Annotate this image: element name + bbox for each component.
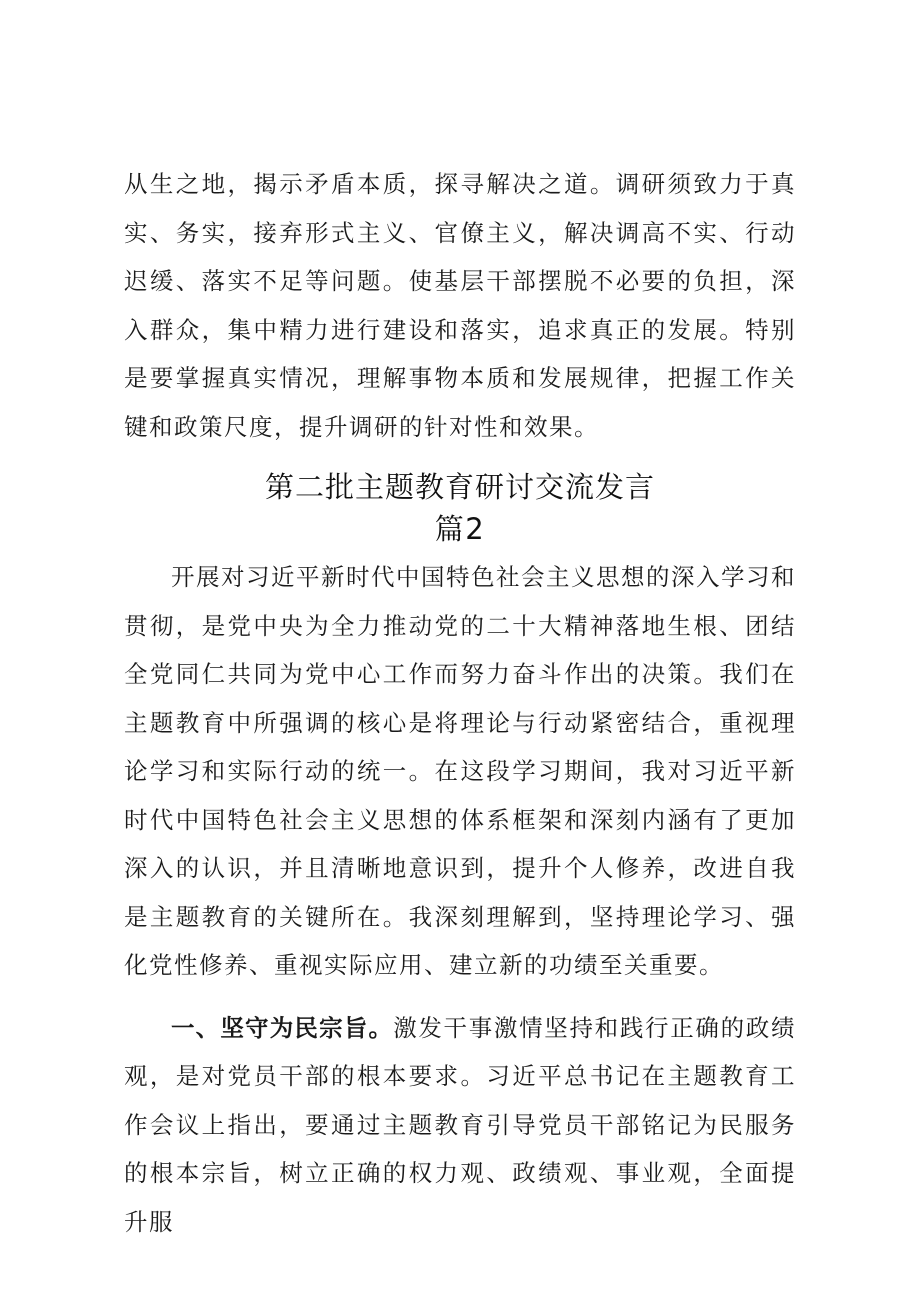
document-title: 第二批主题教育研讨交流发言 — [264, 470, 655, 504]
document-body — [124, 160, 796, 1246]
document-subtitle: 篇2 — [434, 512, 486, 546]
section-1-heading: 一、坚守为民宗旨。 — [171, 1013, 394, 1042]
body-paragraph-1: 开展对习近平新时代中国特色社会主义思想的深入学习和贯彻，是党中央为全力推动党的二十大精神落地生根、团结全党同仁共同为党中心工作而努力奋斗作出的决策。我们在主题教育中所强调的核心是将理论与行动紧密结合，重视理论学习和实际行动的统一。在这段学习期间，我对习近平新时代中国特色社会主义思想的体系框架和深刻内涵有了更加深入的认识，并且清晰地意识到，提升个人修养，改进自我是主题教育的关键所在。我深刻理解到，坚持理论学习、强化党性修养、重视实际应用、建立新的功绩至关重要。 — [124, 563, 796, 979]
intro-paragraph: 从生之地，揭示矛盾本质，探寻解决之道。调研须致力于真实、务实，接弃形式主义、官僚主义，解决调高不实、行动迟缓、落实不足等问题。使基层干部摆脱不必要的负担，深入群众，集中精力进行建设和落实，追求真正的发展。特别是要掌握真实情况，理解事物本质和发展规律，把握工作关键和政策尺度，提升调研的针对性和效果。 — [124, 170, 796, 441]
section-1-body: 激发干事激情坚持和践行正确的政绩观，是对党员干部的根本要求。习近平总书记在主题教育工作会议上指出，要通过主题教育引导党员干部铭记为民服务的根本宗旨，树立正确的权力观、政绩观、事业观，全面提升服 — [124, 1013, 796, 1236]
section-1-paragraph — [124, 1004, 796, 1247]
